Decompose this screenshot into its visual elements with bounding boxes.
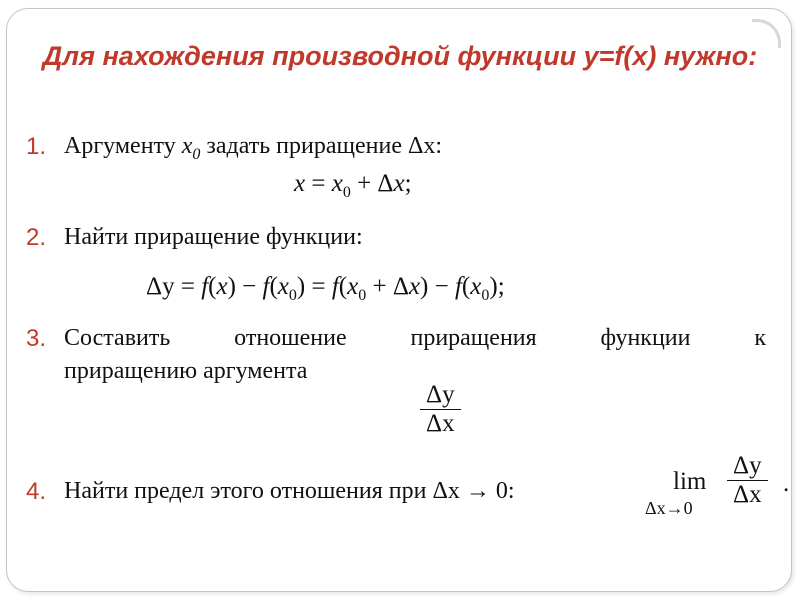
limit-formula	[645, 452, 795, 522]
step-3-text-line1: Составить отношение приращения функции к	[64, 325, 766, 351]
step-1-number: 1.	[26, 133, 47, 160]
step-2	[26, 224, 766, 254]
step-3	[26, 325, 766, 395]
step-1-text	[64, 133, 766, 164]
formula-increment-function: $\Delta y = f(x) - f(x_0) = f(x_0 + \Delta x) - f(x_0)$;	[146, 273, 505, 304]
limit-period: .	[783, 470, 790, 497]
limit-denominator: Δx	[733, 481, 762, 508]
step-2-number: 2.	[26, 224, 47, 251]
step-1-text-after: задать приращение Δx:	[200, 133, 443, 159]
step-2-text: Найти приращение функции:	[64, 224, 363, 250]
step-3-number: 3.	[26, 325, 47, 352]
limit-subscript: Δx→0	[645, 498, 693, 518]
limit-numerator: Δy	[733, 452, 762, 479]
step-1	[26, 133, 766, 163]
step-1-sub: 0	[192, 145, 201, 163]
step-4-number: 4.	[26, 478, 47, 505]
ratio-numerator: Δy	[426, 381, 455, 408]
formula-increment-argument: $x = x_0 + \Delta x$;	[294, 170, 412, 201]
ratio-fraction	[420, 381, 461, 438]
step-1-text-before: Аргументу	[64, 133, 182, 159]
step-1-var: x	[181, 133, 193, 159]
step-4-text: Найти предел этого отношения при Δx → 0:	[64, 478, 515, 504]
ratio-denominator: Δx	[426, 410, 455, 437]
slide-title: Для нахождения производной функции y=f(x) нужно:	[42, 41, 758, 71]
limit-fraction	[727, 452, 768, 509]
limit-operator: lim	[673, 468, 707, 495]
step-3-text-line2: приращению аргумента	[64, 358, 308, 384]
